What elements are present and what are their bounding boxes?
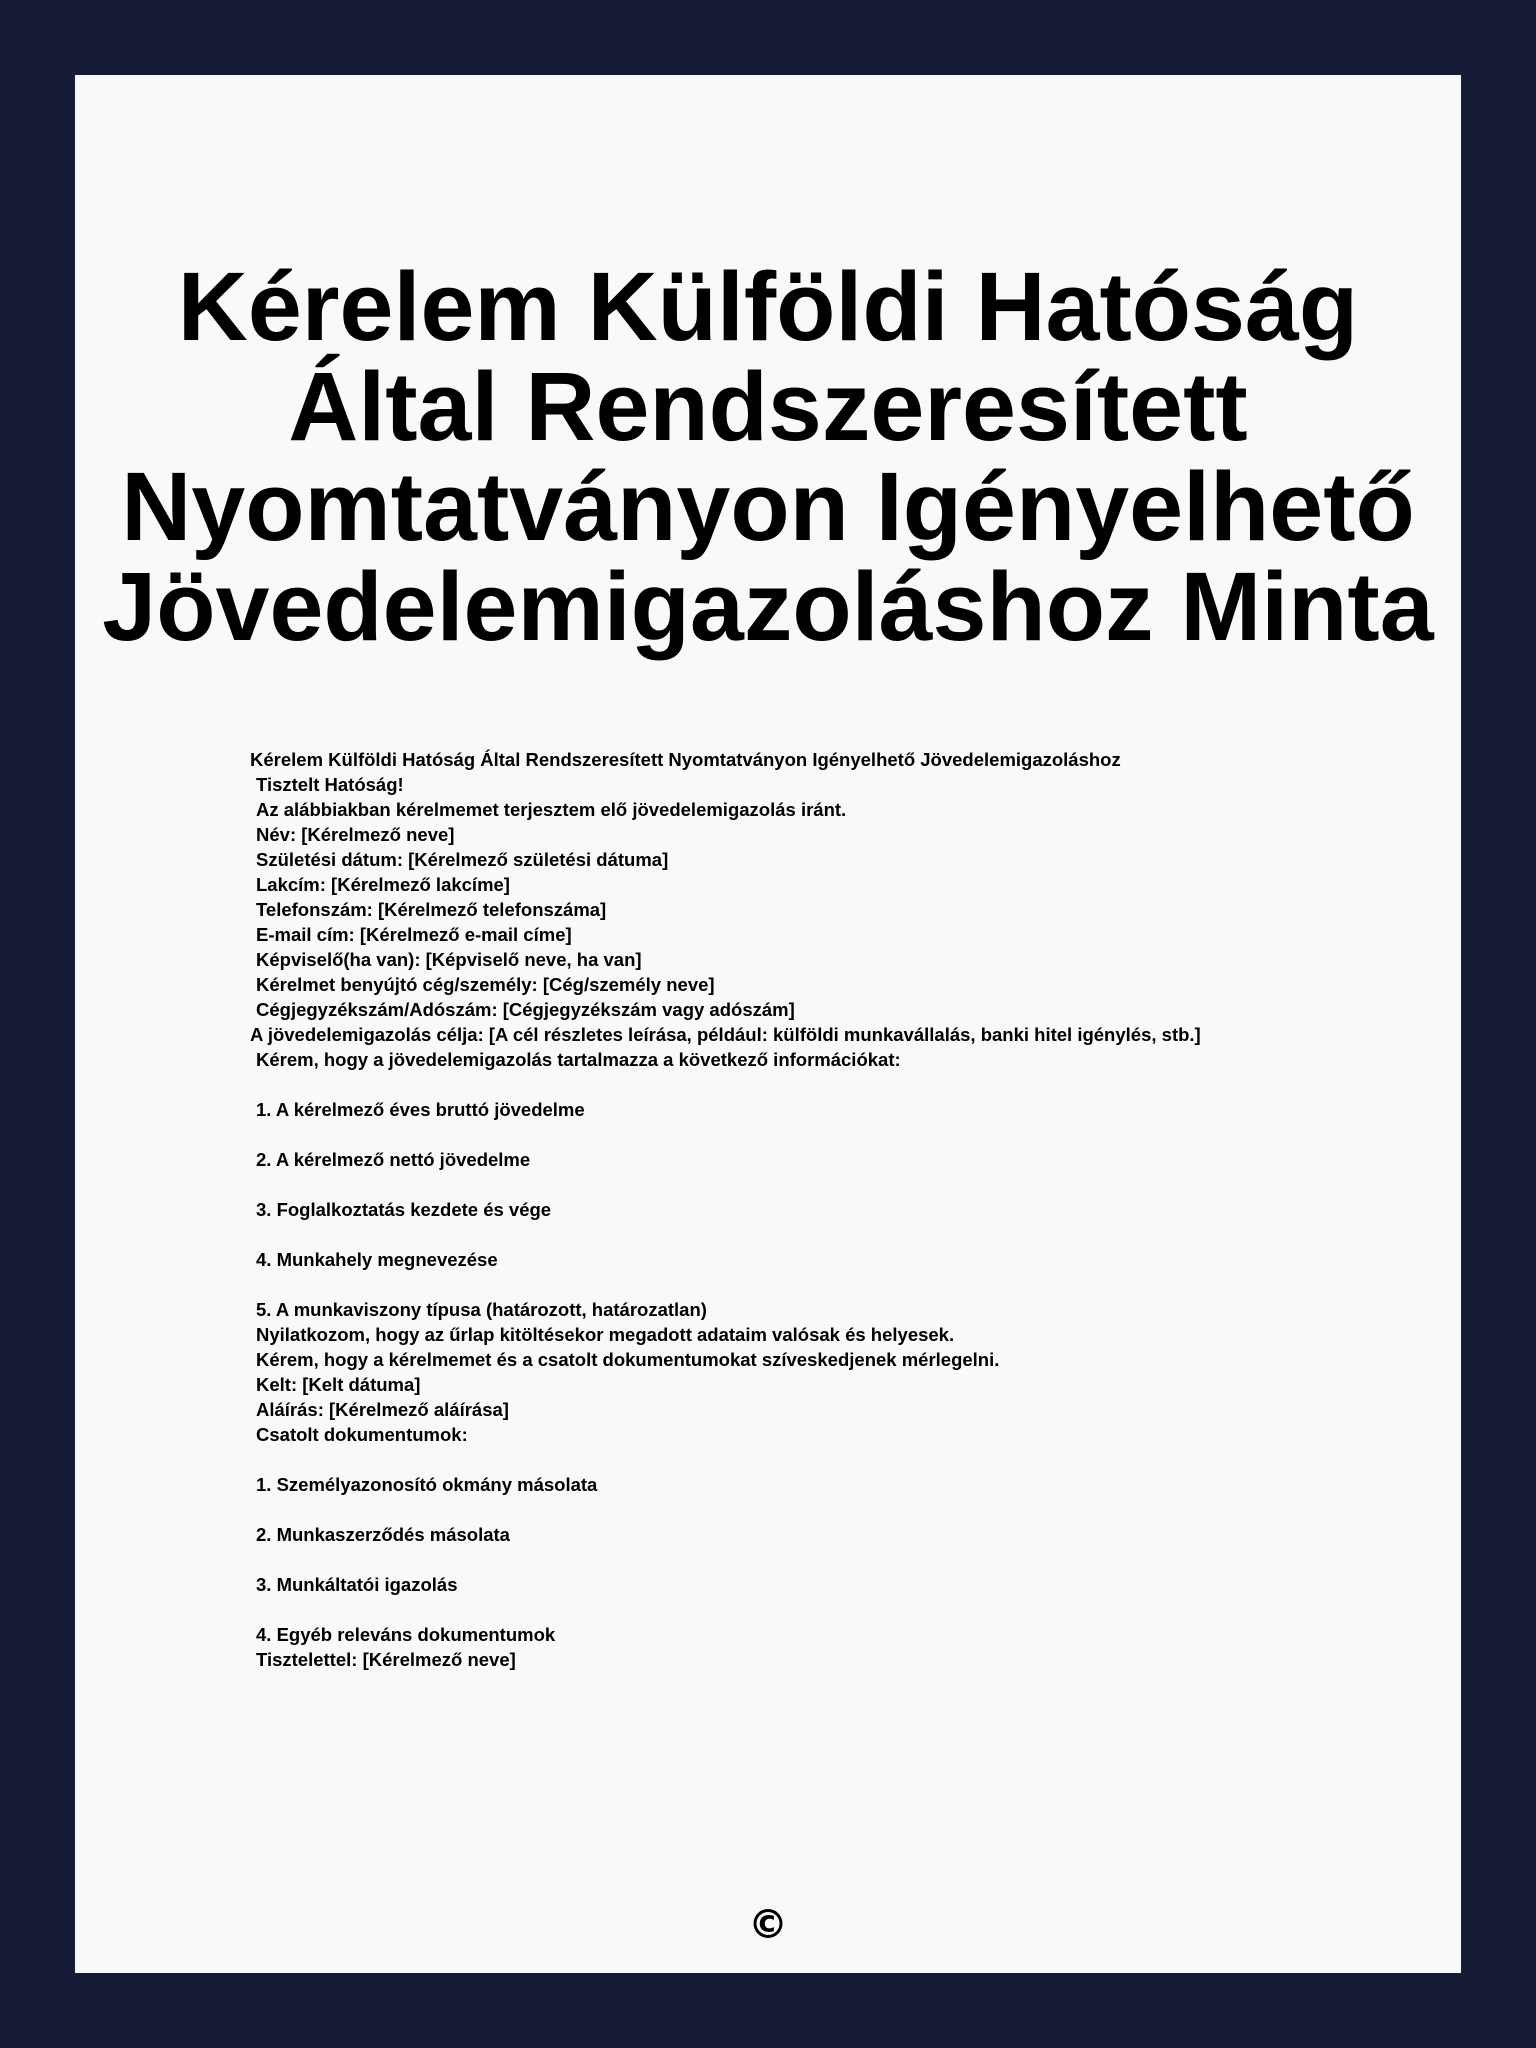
attachment-item: 3. Munkáltatói igazolás xyxy=(256,1574,458,1595)
spacer xyxy=(250,1222,1335,1247)
field-birth-date: Születési dátum: [Kérelmező születési dátuma] xyxy=(256,849,669,870)
consideration-text: Kérem, hogy a kérelmemet és a csatolt dokumentumokat szíveskedjenek mérlegelni. xyxy=(256,1349,1000,1370)
closing-text: Tisztelettel: [Kérelmező neve] xyxy=(256,1649,516,1670)
spacer xyxy=(250,1272,1335,1297)
field-email: E-mail cím: [Kérelmező e-mail címe] xyxy=(256,924,572,945)
requested-item: 1. A kérelmező éves bruttó jövedelme xyxy=(256,1099,585,1120)
field-phone: Telefonszám: [Kérelmező telefonszáma] xyxy=(256,899,607,920)
field-address: Lakcím: [Kérelmező lakcíme] xyxy=(256,874,510,895)
spacer xyxy=(250,1172,1335,1197)
request-intro: Kérem, hogy a jövedelemigazolás tartalmazza a következő információkat: xyxy=(256,1049,901,1070)
attachment-item: 1. Személyazonosító okmány másolata xyxy=(256,1474,598,1495)
intro-text: Az alábbiakban kérelmemet terjesztem elő jövedelemigazolás iránt. xyxy=(256,799,847,820)
requested-item: 3. Foglalkoztatás kezdete és vége xyxy=(256,1199,552,1220)
signature-field: Aláírás: [Kérelmező aláírása] xyxy=(256,1399,509,1420)
copyright-icon: © xyxy=(748,1902,788,1948)
spacer xyxy=(250,1072,1335,1097)
attachments-label: Csatolt dokumentumok: xyxy=(256,1424,468,1445)
requested-item: 2. A kérelmező nettó jövedelme xyxy=(256,1149,531,1170)
date-field: Kelt: [Kelt dátuma] xyxy=(256,1374,421,1395)
title-line: Által Rendszeresített xyxy=(288,352,1248,461)
spacer xyxy=(250,1497,1335,1522)
field-submitter: Kérelmet benyújtó cég/személy: [Cég/személy neve] xyxy=(256,974,715,995)
field-representative: Képviselő(ha van): [Képviselő neve, ha van] xyxy=(256,949,642,970)
document-page xyxy=(75,75,1461,1973)
attachment-item: 2. Munkaszerződés másolata xyxy=(256,1524,510,1545)
title-line: Jövedelemigazoláshoz Minta xyxy=(102,552,1434,661)
spacer xyxy=(250,1447,1335,1472)
spacer xyxy=(250,1547,1335,1572)
requested-item: 5. A munkaviszony típusa (határozott, határozatlan) xyxy=(256,1299,707,1320)
document-body xyxy=(250,747,1335,1672)
declaration-text: Nyilatkozom, hogy az űrlap kitöltésekor megadott adataim valósak és helyesek. xyxy=(256,1324,955,1345)
salutation: Tisztelt Hatóság! xyxy=(256,774,404,795)
requested-item: 4. Munkahely megnevezése xyxy=(256,1249,498,1270)
title-line: Nyomtatványon Igényelhető xyxy=(121,452,1415,561)
body-heading: Kérelem Külföldi Hatóság Által Rendszeresített Nyomtatványon Igényelhető Jövedelemigazoláshoz xyxy=(250,749,1121,770)
purpose-text: A jövedelemigazolás célja: [A cél részletes leírása, például: külföldi munkavállalás, banki hitel igénylés, stb.] xyxy=(250,1024,1201,1045)
field-registration-number: Cégjegyzékszám/Adószám: [Cégjegyzékszám vagy adószám] xyxy=(256,999,795,1020)
spacer xyxy=(250,1597,1335,1622)
spacer xyxy=(250,1122,1335,1147)
attachment-item: 4. Egyéb releváns dokumentumok xyxy=(256,1624,556,1645)
document-title xyxy=(75,252,1461,661)
field-name: Név: [Kérelmező neve] xyxy=(256,824,455,845)
title-line: Kérelem Külföldi Hatóság xyxy=(177,252,1359,361)
